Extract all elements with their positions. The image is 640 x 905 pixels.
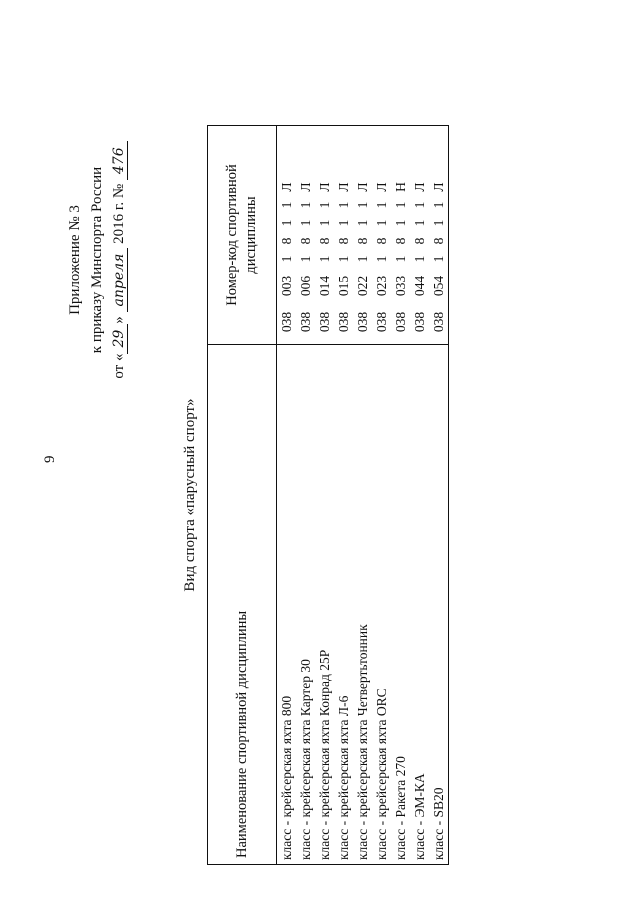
discipline-name: класс - крейсерская яхта Л-6	[334, 345, 353, 865]
code-segment: 033	[393, 275, 408, 297]
code-segment: 038	[279, 311, 294, 333]
sport-title: Вид спорта «парусный спорт»	[182, 398, 198, 592]
header-discipline-name: Наименование спортивной дисциплины	[208, 345, 277, 865]
code-segment: 1	[412, 201, 427, 209]
code-segment: 038	[355, 311, 370, 333]
code-segment: 1	[279, 201, 294, 209]
code-segment: 1	[355, 255, 370, 263]
code-segment: 038	[374, 311, 389, 333]
discipline-code	[410, 126, 429, 345]
code-segment: 038	[336, 311, 351, 333]
code-segment: 003	[279, 275, 294, 297]
code-segment: Л	[374, 182, 389, 192]
code-segment: 1	[431, 255, 446, 263]
code-segment: 1	[431, 201, 446, 209]
code-segment: Л	[431, 182, 446, 192]
code-segment: 1	[336, 201, 351, 209]
header-discipline-code: Номер-код спортивной дисциплины	[208, 126, 277, 345]
code-segment: 1	[317, 219, 332, 227]
code-segment: 044	[412, 275, 427, 297]
code-segment: 1	[374, 255, 389, 263]
code-segment: 1	[374, 219, 389, 227]
code-segment: Н	[393, 182, 408, 192]
discipline-name: класс - крейсерская яхта Конрад 25Р	[315, 345, 334, 865]
table-body	[277, 126, 449, 865]
code-segment: 1	[298, 255, 313, 263]
discipline-name: класс - крейсерская яхта Четвертьтонник	[353, 345, 372, 865]
discipline-name: класс - крейсерская яхта 800	[277, 345, 297, 865]
table-row	[334, 126, 353, 865]
date-day: 29	[111, 324, 128, 354]
code-segment: Л	[355, 182, 370, 192]
table-row	[315, 126, 334, 865]
discipline-code	[296, 126, 315, 345]
code-segment: 038	[412, 311, 427, 333]
code-segment: 8	[431, 237, 446, 245]
order-number: 476	[111, 141, 128, 180]
code-segment: 8	[355, 237, 370, 245]
date-year: 2016 г. №	[111, 183, 127, 244]
code-segment: 1	[412, 219, 427, 227]
date-month: апреля	[111, 248, 128, 313]
table-row	[410, 126, 429, 865]
code-segment: 8	[412, 237, 427, 245]
discipline-code	[334, 126, 353, 345]
code-segment: 8	[336, 237, 351, 245]
date-prefix: от «	[111, 353, 127, 379]
code-segment: 015	[336, 275, 351, 297]
code-segment: 8	[374, 237, 389, 245]
code-segment: 1	[336, 255, 351, 263]
code-segment: 1	[336, 219, 351, 227]
code-segment: 038	[298, 311, 313, 333]
code-segment: 1	[431, 219, 446, 227]
appendix-header	[64, 125, 130, 395]
table-row	[429, 126, 449, 865]
table-row	[353, 126, 372, 865]
table-row	[296, 126, 315, 865]
code-segment: 054	[431, 275, 446, 297]
table-row	[277, 126, 297, 865]
code-segment: 023	[374, 275, 389, 297]
discipline-code	[353, 126, 372, 345]
code-segment: 006	[298, 275, 313, 297]
code-segment: Л	[412, 182, 427, 192]
discipline-name: класс - Ракета 270	[391, 345, 410, 865]
discipline-name: класс - крейсерская яхта Картер 30	[296, 345, 315, 865]
code-segment: 8	[317, 237, 332, 245]
discipline-name: класс - крейсерская яхта ORC	[372, 345, 391, 865]
code-segment: 1	[279, 255, 294, 263]
appendix-date-line	[108, 125, 130, 395]
discipline-code	[391, 126, 410, 345]
discipline-name: класс - ЭМ-КА	[410, 345, 429, 865]
discipline-code	[315, 126, 334, 345]
code-segment: 014	[317, 275, 332, 297]
code-segment: 8	[279, 237, 294, 245]
code-segment: Л	[336, 182, 351, 192]
discipline-code	[429, 126, 449, 345]
date-mid: »	[111, 316, 127, 324]
code-segment: 8	[393, 237, 408, 245]
code-segment: Л	[317, 182, 332, 192]
code-segment: 1	[317, 201, 332, 209]
code-segment: 1	[412, 255, 427, 263]
table-row	[391, 126, 410, 865]
appendix-order-ref: к приказу Минспорта России	[89, 166, 105, 354]
code-segment: 038	[431, 311, 446, 333]
document-page	[40, 125, 600, 865]
code-segment: Л	[279, 182, 294, 192]
table-row	[372, 126, 391, 865]
code-segment: 1	[393, 219, 408, 227]
discipline-name: класс - SB20	[429, 345, 449, 865]
code-segment: 1	[393, 255, 408, 263]
code-segment: 1	[317, 255, 332, 263]
code-segment: 1	[298, 201, 313, 209]
table-header-row	[208, 126, 277, 865]
appendix-title: Приложение № 3	[67, 205, 83, 315]
code-segment: 1	[393, 201, 408, 209]
code-segment: 022	[355, 275, 370, 297]
discipline-code	[372, 126, 391, 345]
discipline-code	[277, 126, 297, 345]
code-segment: 1	[355, 219, 370, 227]
code-segment: 1	[355, 201, 370, 209]
code-segment: 1	[374, 201, 389, 209]
page-number: 9	[42, 455, 58, 463]
discipline-table	[207, 125, 449, 865]
code-segment: Л	[298, 182, 313, 192]
code-segment: 038	[393, 311, 408, 333]
code-segment: 1	[298, 219, 313, 227]
code-segment: 038	[317, 311, 332, 333]
code-segment: 1	[279, 219, 294, 227]
code-segment: 8	[298, 237, 313, 245]
